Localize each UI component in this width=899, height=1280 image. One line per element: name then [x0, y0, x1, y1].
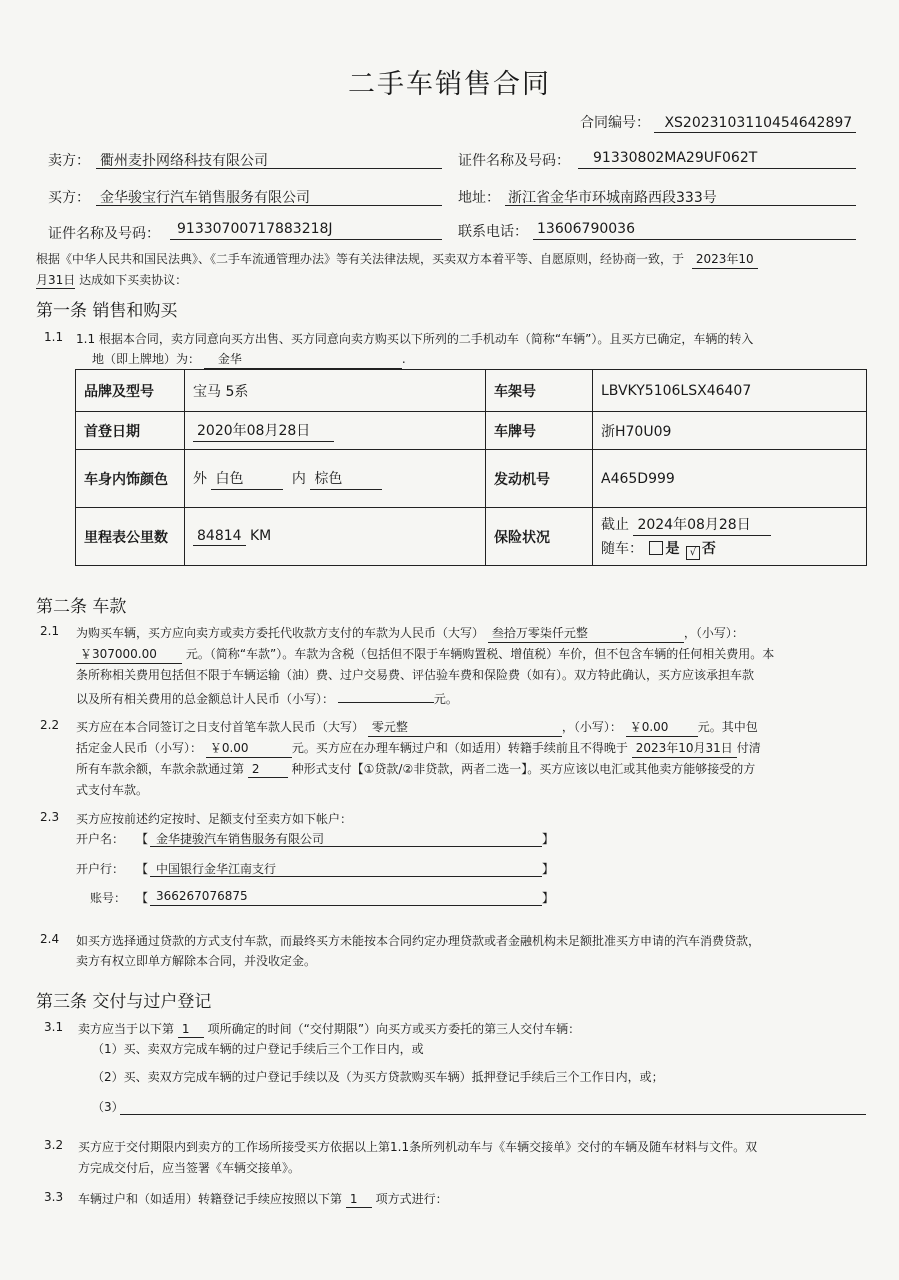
bank-label: 开户行： [76, 862, 125, 876]
phone-label: 联系电话： [458, 224, 528, 240]
engine-value: A465D999 [593, 450, 867, 508]
buyer-label: 买方： [48, 190, 90, 206]
transfer-place: 金华 [204, 350, 402, 369]
interior-color: 棕色 [310, 468, 382, 490]
vin-value: LBVKY5106LSX46407 [593, 370, 867, 412]
bank-lbracket: 【 [136, 862, 149, 876]
seller-id: 91330802MA29UF062T [593, 150, 758, 166]
art2-1-line3: 条所称相关费用包括但不限于车辆运输（油）费、过户交易费、评估验车费和保险费（如有）。双方特此确认，买方应该承担车款 [76, 668, 755, 682]
seller-label: 卖方： [48, 153, 90, 169]
preamble-date-b: 月31日 [36, 273, 76, 287]
art3-1-option3: （3） [92, 1100, 124, 1114]
art2-2-number: 2.2 [40, 718, 60, 732]
buyer-id-label: 证件名称及号码： [48, 226, 160, 242]
art2-1-line4: 以及所有相关费用的总金额总计人民币（小写）： 元。 [76, 687, 458, 707]
payment-way: 2 [248, 762, 288, 778]
art2-4-line1: 如买方选择通过贷款的方式支付车款，而最终买方未能按本合同约定办理贷款或者金融机构未足额批准买方申请的汽车消费贷款， [76, 934, 761, 948]
buyer-address: 浙江省金华市环城南路西段333号 [508, 190, 717, 206]
art3-2-line1: 买方应于交付期限内到卖方的工作场所接受买方依据以上第1.1条所列机动车与《车辆交接单》交付的车辆及随车材料与文件。双 [78, 1140, 758, 1154]
mileage-cell: 84814 KM [185, 508, 486, 566]
final-payment-date: 2023年10月31日 [632, 739, 737, 758]
vehicle-table [75, 369, 867, 566]
bank-name: 中国银行金华江南支行 [156, 862, 277, 876]
article3-title: 第三条 交付与过户登记 [36, 992, 212, 1012]
art2-3-text: 买方应按前述约定按时、足额支付至卖方如下帐户： [76, 812, 353, 826]
account-name-lbracket: 【 [136, 832, 149, 846]
first-reg-cell [185, 412, 486, 450]
first-reg-value: 2020年08月28日 [193, 420, 334, 442]
art1-1-text: 1.1 根据本合同，卖方同意向买方出售、买方同意向卖方购买以下所列的二手机动车（简称“车辆”）。且买方已确定，车辆的转入 [76, 332, 754, 346]
buyer-name: 金华骏宝行汽车销售服务有限公司 [100, 190, 310, 206]
account-name: 金华捷骏汽车销售服务有限公司 [156, 832, 325, 846]
mileage-label: 里程表公里数 [76, 508, 185, 566]
art2-2-line1: 买方应在本合同签订之日支付首笔车款人民币（大写） 零元整 ，（小写）： ￥0.00 元。其中包 [76, 718, 758, 737]
total-amount-blank [338, 687, 434, 703]
art3-1-line1: 卖方应当于以下第 1 项所确定的时间（“交付期限”）向买方或买方委托的第三人交付车辆： [78, 1022, 581, 1036]
first-payment-lower: ￥0.00 [626, 718, 698, 737]
art2-3-number: 2.3 [40, 810, 60, 824]
buyer-phone: 13606790036 [537, 221, 635, 237]
contract-number: XS2023103110454642897 [654, 115, 856, 133]
insurance-until: 2024年08月28日 [633, 514, 770, 536]
art1-1-text2: 地（即上牌地）为： 金华 . [92, 350, 406, 369]
art2-4-number: 2.4 [40, 932, 60, 946]
account-number-lbracket: 【 [136, 891, 149, 905]
contract-number-row [580, 112, 856, 133]
account-number-label: 账号： [90, 891, 127, 905]
deposit-amount: ￥0.00 [206, 739, 292, 758]
art2-2-line4: 式支付车款。 [76, 783, 149, 797]
article2-title: 第二条 车款 [36, 597, 127, 617]
account-name-rbracket: 】 [542, 832, 555, 846]
account-name-label: 开户名： [76, 832, 125, 846]
mileage-value: 84814 [193, 528, 246, 546]
preamble-line1: 根据《中华人民共和国民法典》、《二手车流通管理办法》等有关法律法规，买卖双方本着平等、自愿原则，经协商一致，于 2023年10 [36, 250, 758, 269]
checkbox-yes[interactable] [649, 541, 663, 555]
art3-1-option1: （1）买、卖双方完成车辆的过户登记手续后三个工作日内，或 [92, 1042, 424, 1056]
insurance-label: 保险状况 [486, 508, 593, 566]
art2-1-line2: ￥307000.00 元。（简称“车款”）。车款为含税（包括但不限于车辆购置税、增值税）车价，但不包含车辆的任何相关费用。本 [76, 645, 774, 664]
transfer-item: 1 [346, 1192, 372, 1208]
account-number-rbracket: 】 [542, 891, 555, 905]
seller-name: 衢州麦扑网络科技有限公司 [100, 153, 268, 169]
preamble-line2: 月31日 达成如下买卖协议： [36, 273, 188, 287]
article1-title: 第一条 销售和购买 [36, 301, 178, 321]
color-label: 车身内饰颜色 [76, 450, 185, 508]
brand-value: 宝马 5系 [185, 370, 486, 412]
art2-4-line2: 卖方有权立即单方解除本合同，并没收定金。 [76, 954, 317, 968]
first-payment-upper: 零元整 [368, 718, 562, 737]
brand-label: 品牌及型号 [76, 370, 185, 412]
art2-1-line1: 为购买车辆，买方应向卖方或卖方委托代收款方支付的车款为人民币（大写） 叁拾万零柒仟元整 ，（小写）： [76, 624, 744, 643]
art3-2-line2: 方完成交付后，应当签署《车辆交接单》。 [78, 1161, 301, 1175]
buyer-id: 91330700717883218J [177, 221, 333, 237]
art3-1-option2: （2）买、卖双方完成车辆的过户登记手续以及（为买方贷款购买车辆）抵押登记手续后三个工作日内，或； [92, 1070, 664, 1084]
art2-2-line2: 括定金人民币（小写）： ￥0.00 元。买方应在办理车辆过户和（如适用）转籍手续前且不得晚于 2023年10月31日 付清 [76, 739, 761, 758]
preamble-date-a: 2023年10 [692, 250, 758, 269]
vin-label: 车架号 [486, 370, 593, 412]
insurance-cell: 截止 2024年08月28日 随车： 是 √ 否 [593, 508, 867, 566]
art3-3-number: 3.3 [44, 1190, 64, 1204]
price-lower: ￥307000.00 [76, 645, 182, 664]
address-label: 地址： [458, 190, 500, 206]
art3-1-number: 3.1 [44, 1020, 64, 1034]
account-number: 366267076875 [156, 889, 248, 903]
color-cell: 外 白色 内 棕色 [185, 450, 486, 508]
contract-title: 二手车销售合同 [348, 69, 551, 100]
art3-3-line1: 车辆过户和（如适用）转籍登记手续应按照以下第 1 项方式进行： [78, 1192, 448, 1206]
art3-2-number: 3.2 [44, 1138, 64, 1152]
art2-2-line3: 所有车款余额，车款余款通过第 2 种形式支付【①贷款/②非贷款，两者二选一】。买方应该以电汇或其他卖方能够接受的方 [76, 762, 756, 776]
contract-number-label: 合同编号： [580, 115, 650, 131]
price-upper: 叁拾万零柒仟元整 [488, 624, 684, 643]
bank-rbracket: 】 [542, 862, 555, 876]
art2-1-number: 2.1 [40, 624, 60, 638]
checkbox-no-checked[interactable]: √ [686, 546, 700, 560]
delivery-item: 1 [178, 1022, 204, 1038]
plate-value: 浙H70U09 [593, 412, 867, 450]
plate-label: 车牌号 [486, 412, 593, 450]
art1-1-number: 1.1 [44, 330, 64, 344]
seller-id-label: 证件名称及号码： [458, 153, 570, 169]
engine-label: 发动机号 [486, 450, 593, 508]
first-reg-label: 首登日期 [76, 412, 185, 450]
exterior-color: 白色 [211, 468, 283, 490]
